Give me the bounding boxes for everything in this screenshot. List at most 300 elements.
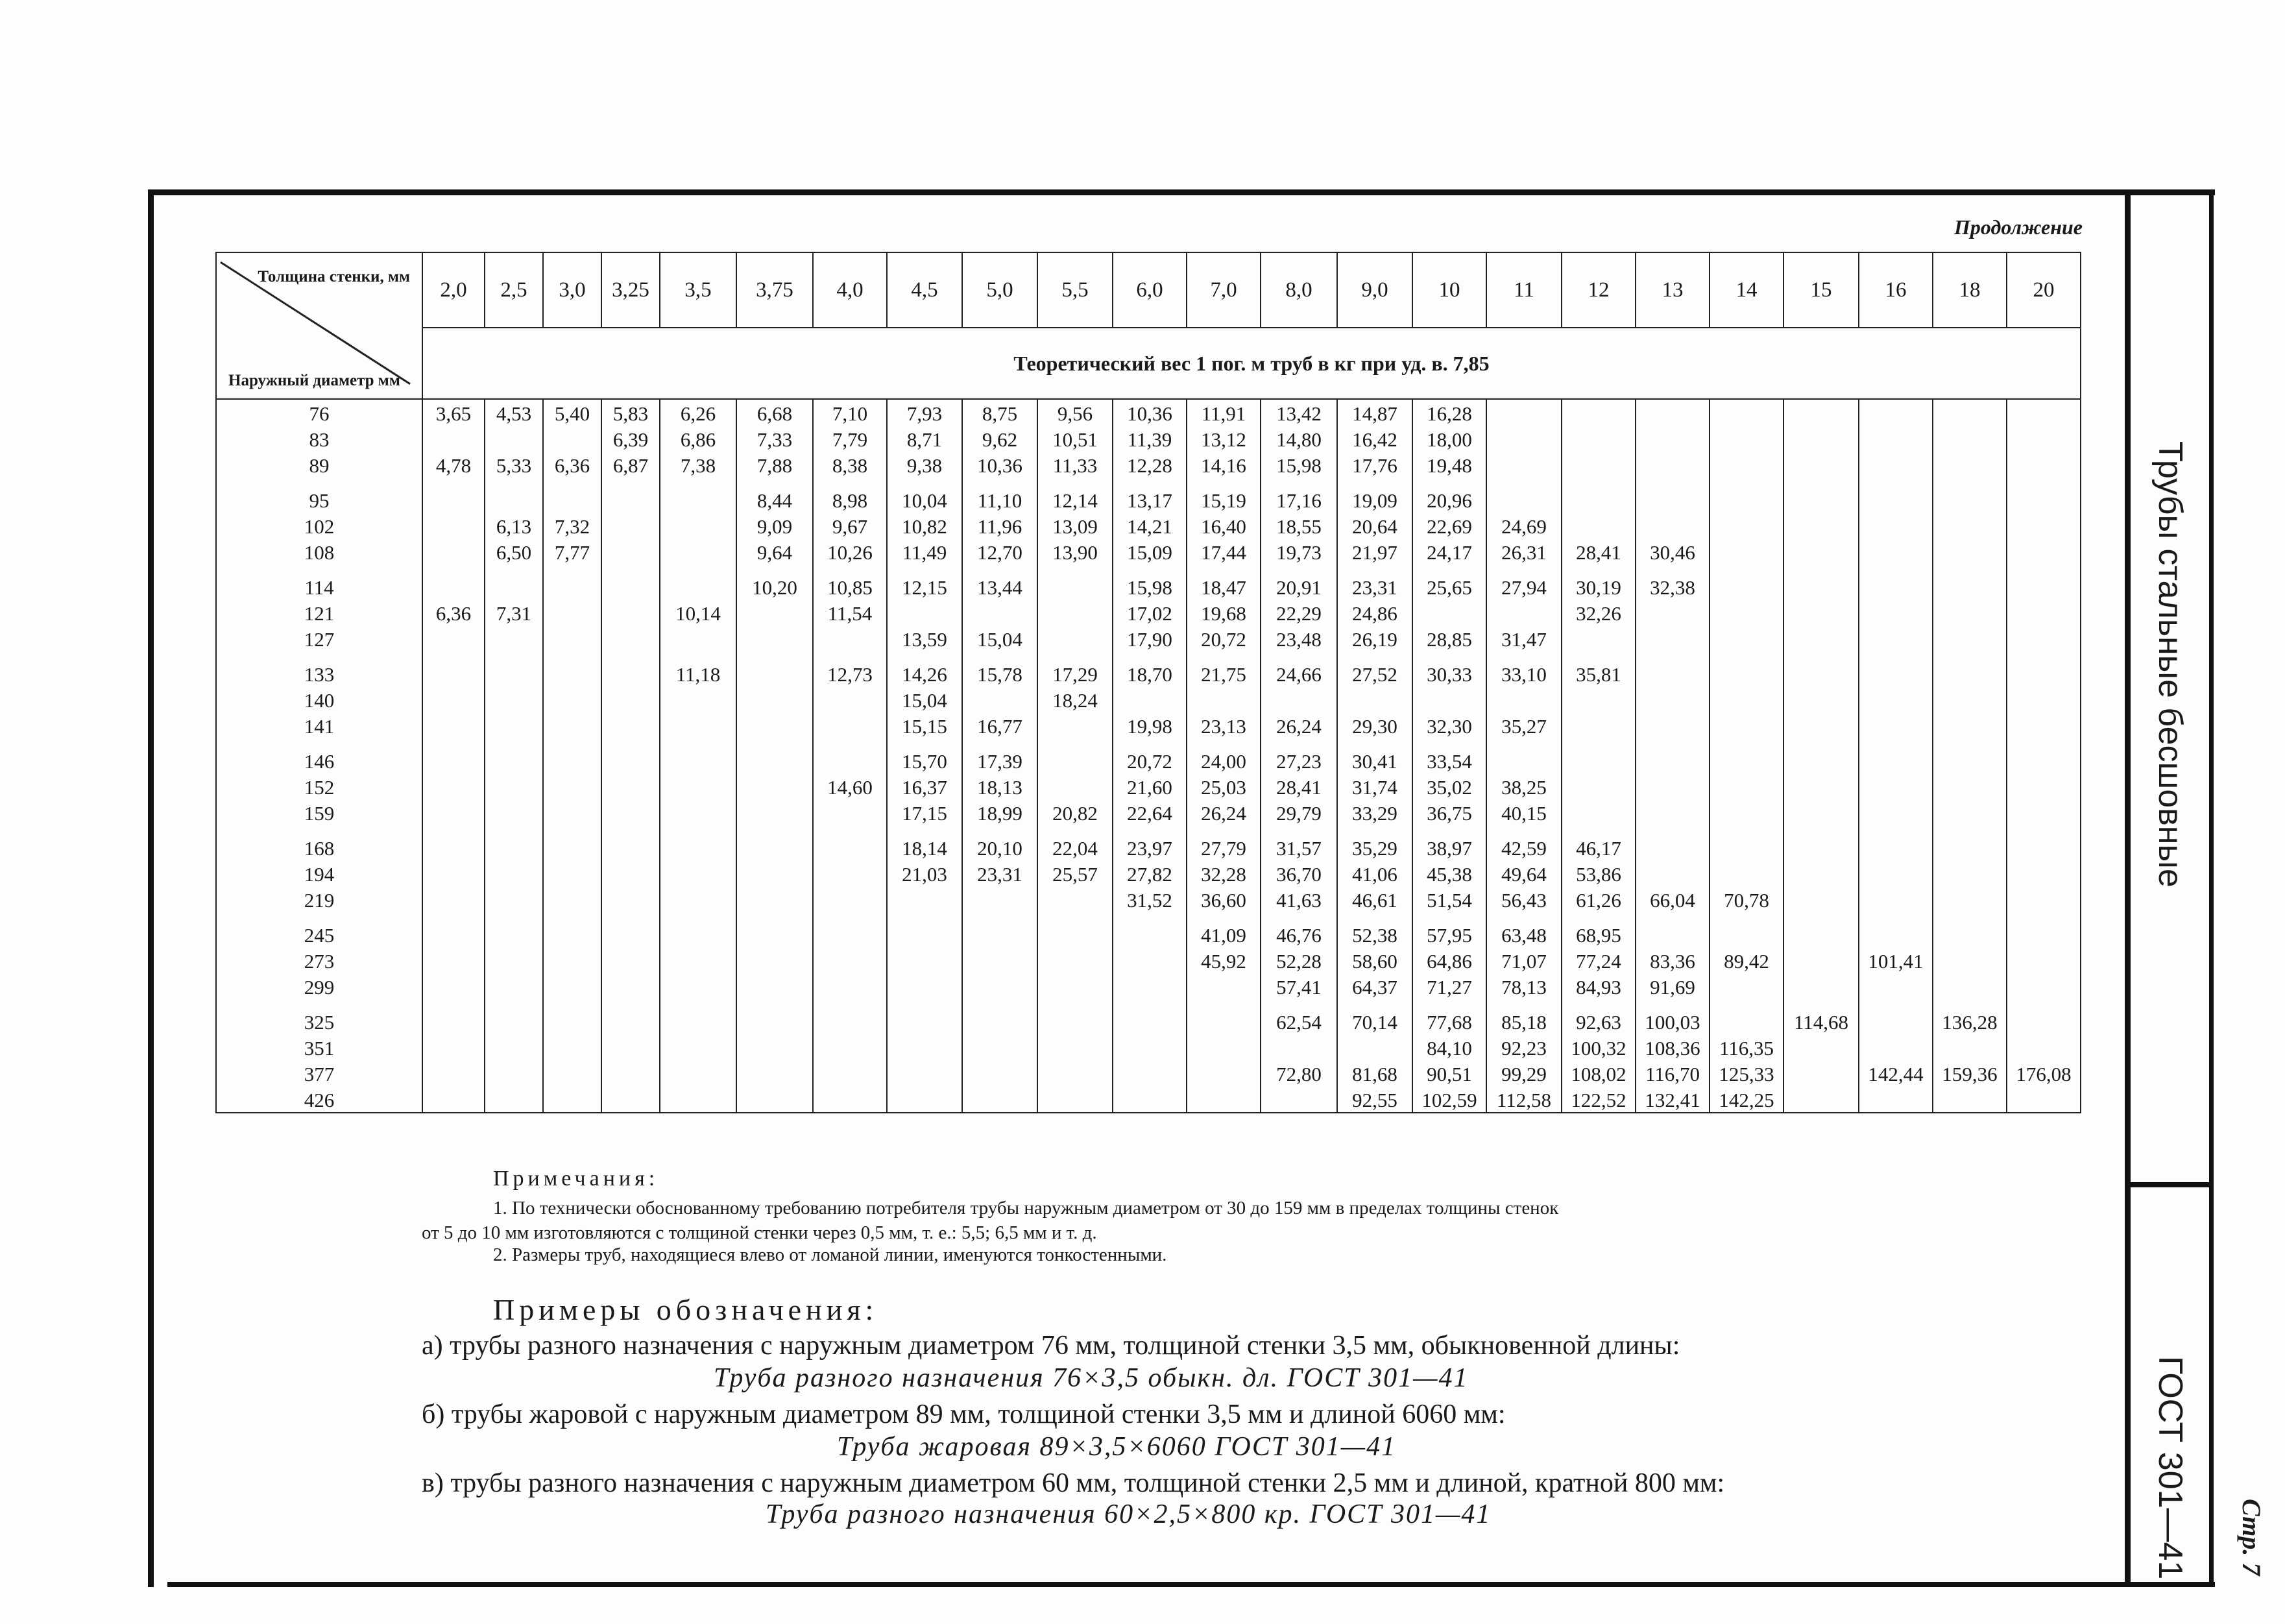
table-row xyxy=(216,773,2081,799)
diameter-cell: 121 xyxy=(216,600,422,625)
weight-cell: 32,26 xyxy=(1562,600,1636,625)
weight-cell: 35,27 xyxy=(1486,712,1562,738)
thickness-header: 3,25 xyxy=(601,252,660,328)
weight-cell xyxy=(1710,921,1783,947)
weight-cell xyxy=(1113,1086,1187,1113)
weight-cell xyxy=(422,539,485,564)
spacer-cell xyxy=(887,738,962,747)
weight-subheader-row xyxy=(216,328,2081,399)
weight-cell: 56,43 xyxy=(1486,886,1562,912)
spacer-cell xyxy=(1859,912,1933,921)
weight-cell: 132,41 xyxy=(1636,1086,1710,1113)
weight-cell: 13,44 xyxy=(962,574,1037,600)
weight-cell xyxy=(1037,1034,1113,1060)
table-row xyxy=(216,1008,2081,1034)
weight-cell xyxy=(2007,860,2081,886)
weight-cell xyxy=(1859,513,1933,539)
thickness-header: 9,0 xyxy=(1337,252,1412,328)
weight-cell xyxy=(1710,426,1783,452)
thickness-header: 7,0 xyxy=(1187,252,1261,328)
weight-cell xyxy=(1710,1008,1783,1034)
weight-cell xyxy=(1783,625,1859,651)
weight-cell xyxy=(422,799,485,825)
weight-cell xyxy=(2007,600,2081,625)
weight-cell: 92,23 xyxy=(1486,1034,1562,1060)
page-number: Стр. 7 xyxy=(2237,1499,2266,1576)
weight-cell xyxy=(1486,600,1562,625)
table-row xyxy=(216,539,2081,564)
weight-cell: 5,83 xyxy=(601,399,660,426)
weight-cell: 4,78 xyxy=(422,452,485,478)
weight-cell: 142,44 xyxy=(1859,1060,1933,1086)
weight-cell: 20,72 xyxy=(1113,747,1187,773)
weight-cell: 30,19 xyxy=(1562,574,1636,600)
weight-cell xyxy=(1113,1060,1187,1086)
spacer-cell xyxy=(1412,478,1486,487)
weight-cell: 6,87 xyxy=(601,452,660,478)
table-row xyxy=(216,452,2081,478)
diameter-cell: 127 xyxy=(216,625,422,651)
spacer-cell xyxy=(1412,651,1486,661)
spacer-cell xyxy=(1337,825,1412,834)
weight-cell xyxy=(660,773,736,799)
weight-cell: 17,90 xyxy=(1113,625,1187,651)
weight-cell xyxy=(1486,426,1562,452)
weight-cell: 16,77 xyxy=(962,712,1037,738)
spacer-cell xyxy=(1710,564,1783,574)
spacer-cell xyxy=(543,912,601,921)
spacer-cell xyxy=(1783,912,1859,921)
weight-cell xyxy=(543,600,601,625)
weight-cell xyxy=(601,1086,660,1113)
spacer-cell xyxy=(1562,478,1636,487)
group-spacer xyxy=(216,478,2081,487)
note-1: 1. По технически обоснованному требованию потребителя трубы наружным диаметром от 30 до 159 мм в пределах толщины стенок xyxy=(493,1198,1559,1218)
weight-cell: 26,31 xyxy=(1486,539,1562,564)
spacer-cell xyxy=(1486,564,1562,574)
diameter-cell: 426 xyxy=(216,1086,422,1113)
weight-cell: 14,80 xyxy=(1261,426,1337,452)
weight-cell xyxy=(1113,947,1187,973)
weight-cell xyxy=(736,834,813,860)
spacer-cell xyxy=(1710,478,1783,487)
weight-cell: 89,42 xyxy=(1710,947,1783,973)
weight-cell xyxy=(1783,399,1859,426)
weight-cell: 18,14 xyxy=(887,834,962,860)
weight-cell xyxy=(2007,539,2081,564)
weight-cell xyxy=(1486,399,1562,426)
weight-cell: 11,49 xyxy=(887,539,962,564)
weight-cell: 29,79 xyxy=(1261,799,1337,825)
weight-cell xyxy=(422,773,485,799)
weight-cell: 46,17 xyxy=(1562,834,1636,860)
thickness-header: 18 xyxy=(1933,252,2007,328)
weight-cell: 31,74 xyxy=(1337,773,1412,799)
weight-cell: 15,98 xyxy=(1113,574,1187,600)
weight-cell xyxy=(485,712,543,738)
diameter-cell: 219 xyxy=(216,886,422,912)
table-row xyxy=(216,513,2081,539)
spacer-cell xyxy=(660,999,736,1008)
spacer-cell xyxy=(736,999,813,1008)
weight-cell: 35,81 xyxy=(1562,661,1636,686)
spacer-cell xyxy=(1261,738,1337,747)
note-2: 2. Размеры труб, находящиеся влево от ломаной линии, именуются тонкостенными. xyxy=(493,1244,1167,1265)
weight-cell: 30,41 xyxy=(1337,747,1412,773)
weight-cell: 21,03 xyxy=(887,860,962,886)
table-row xyxy=(216,625,2081,651)
spacer-cell xyxy=(1261,999,1337,1008)
weight-cell xyxy=(1933,686,2007,712)
weight-cell: 6,36 xyxy=(422,600,485,625)
weight-cell: 22,29 xyxy=(1261,600,1337,625)
spacer-cell xyxy=(1037,912,1113,921)
spacer-cell xyxy=(660,651,736,661)
weight-cell: 71,07 xyxy=(1486,947,1562,973)
weight-cell: 10,36 xyxy=(1113,399,1187,426)
spacer-cell xyxy=(422,564,485,574)
weight-cell xyxy=(887,947,962,973)
weight-cell xyxy=(422,686,485,712)
weight-cell xyxy=(1636,399,1710,426)
spacer-cell xyxy=(887,564,962,574)
weight-cell xyxy=(1037,773,1113,799)
weight-cell xyxy=(1859,799,1933,825)
spacer-cell xyxy=(813,738,887,747)
weight-cell xyxy=(1636,799,1710,825)
weight-cell xyxy=(962,686,1037,712)
table-row xyxy=(216,1060,2081,1086)
thickness-header: 16 xyxy=(1859,252,1933,328)
weight-cell xyxy=(485,921,543,947)
weight-cell xyxy=(1933,600,2007,625)
spacer-cell xyxy=(1636,999,1710,1008)
thickness-header: 20 xyxy=(2007,252,2081,328)
spacer-cell xyxy=(1037,825,1113,834)
spacer-cell xyxy=(736,738,813,747)
weight-cell xyxy=(485,487,543,513)
table-row xyxy=(216,712,2081,738)
group-spacer xyxy=(216,999,2081,1008)
weight-cell: 91,69 xyxy=(1636,973,1710,999)
spacer-cell xyxy=(1412,564,1486,574)
weight-cell xyxy=(1783,947,1859,973)
diameter-cell: 140 xyxy=(216,686,422,712)
weight-cell xyxy=(1859,661,1933,686)
spacer-cell xyxy=(543,999,601,1008)
spacer-cell xyxy=(660,564,736,574)
weight-cell: 9,56 xyxy=(1037,399,1113,426)
spacer-cell xyxy=(1187,738,1261,747)
weight-cell xyxy=(1933,947,2007,973)
weight-cell: 7,33 xyxy=(736,426,813,452)
weight-cell xyxy=(2007,1086,2081,1113)
weight-cell xyxy=(543,886,601,912)
spacer-cell xyxy=(1710,738,1783,747)
weight-cell xyxy=(1037,1086,1113,1113)
weight-cell xyxy=(1859,747,1933,773)
weight-cell: 7,38 xyxy=(660,452,736,478)
weight-cell xyxy=(1710,539,1783,564)
weight-cell xyxy=(422,886,485,912)
diameter-cell: 245 xyxy=(216,921,422,947)
weight-cell xyxy=(543,1060,601,1086)
weight-cell xyxy=(1636,747,1710,773)
table-row xyxy=(216,686,2081,712)
weight-cell: 7,10 xyxy=(813,399,887,426)
weight-cell xyxy=(1562,426,1636,452)
spacer-cell xyxy=(1710,651,1783,661)
weight-cell: 7,31 xyxy=(485,600,543,625)
weight-cell xyxy=(887,1034,962,1060)
weight-cell xyxy=(1636,921,1710,947)
diameter-cell: 76 xyxy=(216,399,422,426)
table-corner xyxy=(216,252,422,399)
weight-cell: 8,75 xyxy=(962,399,1037,426)
weight-cell xyxy=(1933,747,2007,773)
weight-cell xyxy=(1636,834,1710,860)
spacer-cell xyxy=(485,738,543,747)
weight-cell xyxy=(485,1034,543,1060)
spacer-cell xyxy=(1783,651,1859,661)
weight-cell xyxy=(543,426,601,452)
diameter-cell: 114 xyxy=(216,574,422,600)
weight-cell xyxy=(1636,426,1710,452)
weight-cell: 11,91 xyxy=(1187,399,1261,426)
weight-cell: 176,08 xyxy=(2007,1060,2081,1086)
weight-cell xyxy=(2007,773,2081,799)
spacer-cell xyxy=(1859,478,1933,487)
weight-cell xyxy=(887,1008,962,1034)
weight-cell xyxy=(1933,452,2007,478)
weight-cell xyxy=(601,886,660,912)
weight-cell xyxy=(813,625,887,651)
weight-cell xyxy=(736,799,813,825)
weight-cell xyxy=(736,1060,813,1086)
spacer-cell xyxy=(1486,825,1562,834)
weight-cell xyxy=(962,886,1037,912)
spacer-cell xyxy=(1261,478,1337,487)
weight-cell: 10,26 xyxy=(813,539,887,564)
weight-cell xyxy=(813,973,887,999)
weight-cell xyxy=(660,539,736,564)
weight-cell xyxy=(1783,513,1859,539)
weight-cell: 108,36 xyxy=(1636,1034,1710,1060)
weight-cell xyxy=(1037,625,1113,651)
weight-cell: 27,94 xyxy=(1486,574,1562,600)
weight-cell xyxy=(660,747,736,773)
weight-cell: 14,26 xyxy=(887,661,962,686)
spacer-cell xyxy=(1636,825,1710,834)
spacer-cell xyxy=(1859,738,1933,747)
spacer-cell xyxy=(962,478,1037,487)
weight-cell xyxy=(601,799,660,825)
weight-cell xyxy=(1933,574,2007,600)
weight-cell xyxy=(543,1008,601,1034)
weight-cell xyxy=(736,747,813,773)
table-row xyxy=(216,1086,2081,1113)
weight-cell: 27,52 xyxy=(1337,661,1412,686)
weight-cell xyxy=(1636,487,1710,513)
weight-cell: 9,64 xyxy=(736,539,813,564)
weight-cell: 24,17 xyxy=(1412,539,1486,564)
weight-cell xyxy=(485,773,543,799)
spacer-cell xyxy=(1037,999,1113,1008)
weight-cell xyxy=(1636,712,1710,738)
spacer-cell xyxy=(485,825,543,834)
weight-cell xyxy=(1859,834,1933,860)
weight-cell: 23,31 xyxy=(962,860,1037,886)
weight-cell: 23,48 xyxy=(1261,625,1337,651)
weight-cell: 24,00 xyxy=(1187,747,1261,773)
spacer-cell xyxy=(601,651,660,661)
weight-cell xyxy=(543,1034,601,1060)
example-a-designation: Труба разного назначения 76×3,5 обыкн. дл. ГОСТ 301—41 xyxy=(714,1363,1469,1393)
weight-cell xyxy=(1037,886,1113,912)
weight-cell xyxy=(1783,539,1859,564)
weight-cell xyxy=(1486,686,1562,712)
weight-cell xyxy=(1037,712,1113,738)
weight-cell xyxy=(422,1086,485,1113)
weight-cell: 100,03 xyxy=(1636,1008,1710,1034)
spacer-cell xyxy=(543,478,601,487)
weight-cell: 92,55 xyxy=(1337,1086,1412,1113)
weight-cell xyxy=(736,712,813,738)
weight-cell: 32,28 xyxy=(1187,860,1261,886)
weight-cell: 14,21 xyxy=(1113,513,1187,539)
weight-cell xyxy=(1187,686,1261,712)
weight-cell xyxy=(1113,1008,1187,1034)
diameter-cell: 351 xyxy=(216,1034,422,1060)
spacer-cell xyxy=(1412,825,1486,834)
weight-cell: 84,93 xyxy=(1562,973,1636,999)
weight-cell xyxy=(660,860,736,886)
table-row xyxy=(216,600,2081,625)
thickness-header: 10 xyxy=(1412,252,1486,328)
spacer-cell xyxy=(1337,478,1412,487)
weight-cell: 8,71 xyxy=(887,426,962,452)
weight-cell: 19,73 xyxy=(1261,539,1337,564)
weight-cell: 18,70 xyxy=(1113,661,1187,686)
weight-cell: 17,44 xyxy=(1187,539,1261,564)
spacer-cell xyxy=(1933,651,2007,661)
spacer-cell xyxy=(736,564,813,574)
weight-cell: 13,42 xyxy=(1261,399,1337,426)
weight-cell xyxy=(543,712,601,738)
weight-cell xyxy=(813,686,887,712)
weight-cell xyxy=(1933,860,2007,886)
weight-cell xyxy=(543,747,601,773)
group-spacer xyxy=(216,564,2081,574)
weight-cell: 33,54 xyxy=(1412,747,1486,773)
table-row xyxy=(216,921,2081,947)
weight-cell: 13,59 xyxy=(887,625,962,651)
weight-cell xyxy=(1037,747,1113,773)
weight-cell xyxy=(543,686,601,712)
weight-cell xyxy=(543,1086,601,1113)
weight-cell xyxy=(736,661,813,686)
weight-cell: 64,86 xyxy=(1412,947,1486,973)
weight-cell xyxy=(962,947,1037,973)
weight-cell: 10,85 xyxy=(813,574,887,600)
weight-cell xyxy=(601,539,660,564)
weight-cell: 3,65 xyxy=(422,399,485,426)
weight-cell: 101,41 xyxy=(1859,947,1933,973)
weight-cell xyxy=(660,1034,736,1060)
weight-cell xyxy=(543,661,601,686)
spacer-cell xyxy=(543,825,601,834)
thickness-header: 3,5 xyxy=(660,252,736,328)
spacer-cell xyxy=(1636,651,1710,661)
weight-cell xyxy=(1933,426,2007,452)
weight-cell xyxy=(1783,747,1859,773)
weight-cell: 12,73 xyxy=(813,661,887,686)
weight-cell xyxy=(1710,452,1783,478)
weight-cell: 38,25 xyxy=(1486,773,1562,799)
spacer-cell xyxy=(660,912,736,921)
weight-cell: 19,48 xyxy=(1412,452,1486,478)
weight-cell: 13,90 xyxy=(1037,539,1113,564)
weight-cell xyxy=(1933,487,2007,513)
spacer-cell xyxy=(660,825,736,834)
weight-cell xyxy=(422,747,485,773)
spacer-cell xyxy=(1261,564,1337,574)
weight-cell xyxy=(813,886,887,912)
weight-cell: 90,51 xyxy=(1412,1060,1486,1086)
weight-cell: 8,38 xyxy=(813,452,887,478)
weight-cell: 92,63 xyxy=(1562,1008,1636,1034)
example-b-designation: Труба жаровая 89×3,5×6060 ГОСТ 301—41 xyxy=(837,1432,1397,1462)
spacer-cell xyxy=(216,738,422,747)
weight-cell: 17,15 xyxy=(887,799,962,825)
weight-cell xyxy=(736,1086,813,1113)
weight-cell xyxy=(485,799,543,825)
frame-right-rule xyxy=(2125,189,2131,1587)
weight-cell: 28,85 xyxy=(1412,625,1486,651)
spacer-cell xyxy=(2007,738,2081,747)
weight-cell: 15,19 xyxy=(1187,487,1261,513)
weight-cell: 6,86 xyxy=(660,426,736,452)
weight-cell xyxy=(1783,712,1859,738)
weight-cell xyxy=(1783,1034,1859,1060)
weight-cell xyxy=(887,886,962,912)
spacer-cell xyxy=(1113,478,1187,487)
weight-cell xyxy=(2007,1008,2081,1034)
weight-cell xyxy=(1562,799,1636,825)
weight-cell xyxy=(813,1034,887,1060)
weight-cell xyxy=(485,574,543,600)
weight-cell: 20,96 xyxy=(1412,487,1486,513)
thickness-header: 5,0 xyxy=(962,252,1037,328)
thickness-header: 2,5 xyxy=(485,252,543,328)
spacer-cell xyxy=(422,825,485,834)
spacer-cell xyxy=(422,738,485,747)
weight-cell: 15,78 xyxy=(962,661,1037,686)
notes-title: Примечания: xyxy=(493,1167,659,1191)
weight-cell xyxy=(660,886,736,912)
weight-cell xyxy=(601,513,660,539)
weight-cell xyxy=(601,686,660,712)
weight-cell xyxy=(887,1086,962,1113)
weight-cell xyxy=(1187,1086,1261,1113)
weight-cell xyxy=(1710,712,1783,738)
weight-cell: 6,13 xyxy=(485,513,543,539)
weight-cell xyxy=(1783,921,1859,947)
weight-cell xyxy=(1562,487,1636,513)
weight-cell xyxy=(2007,973,2081,999)
weight-cell xyxy=(1113,921,1187,947)
spacer-cell xyxy=(1562,651,1636,661)
